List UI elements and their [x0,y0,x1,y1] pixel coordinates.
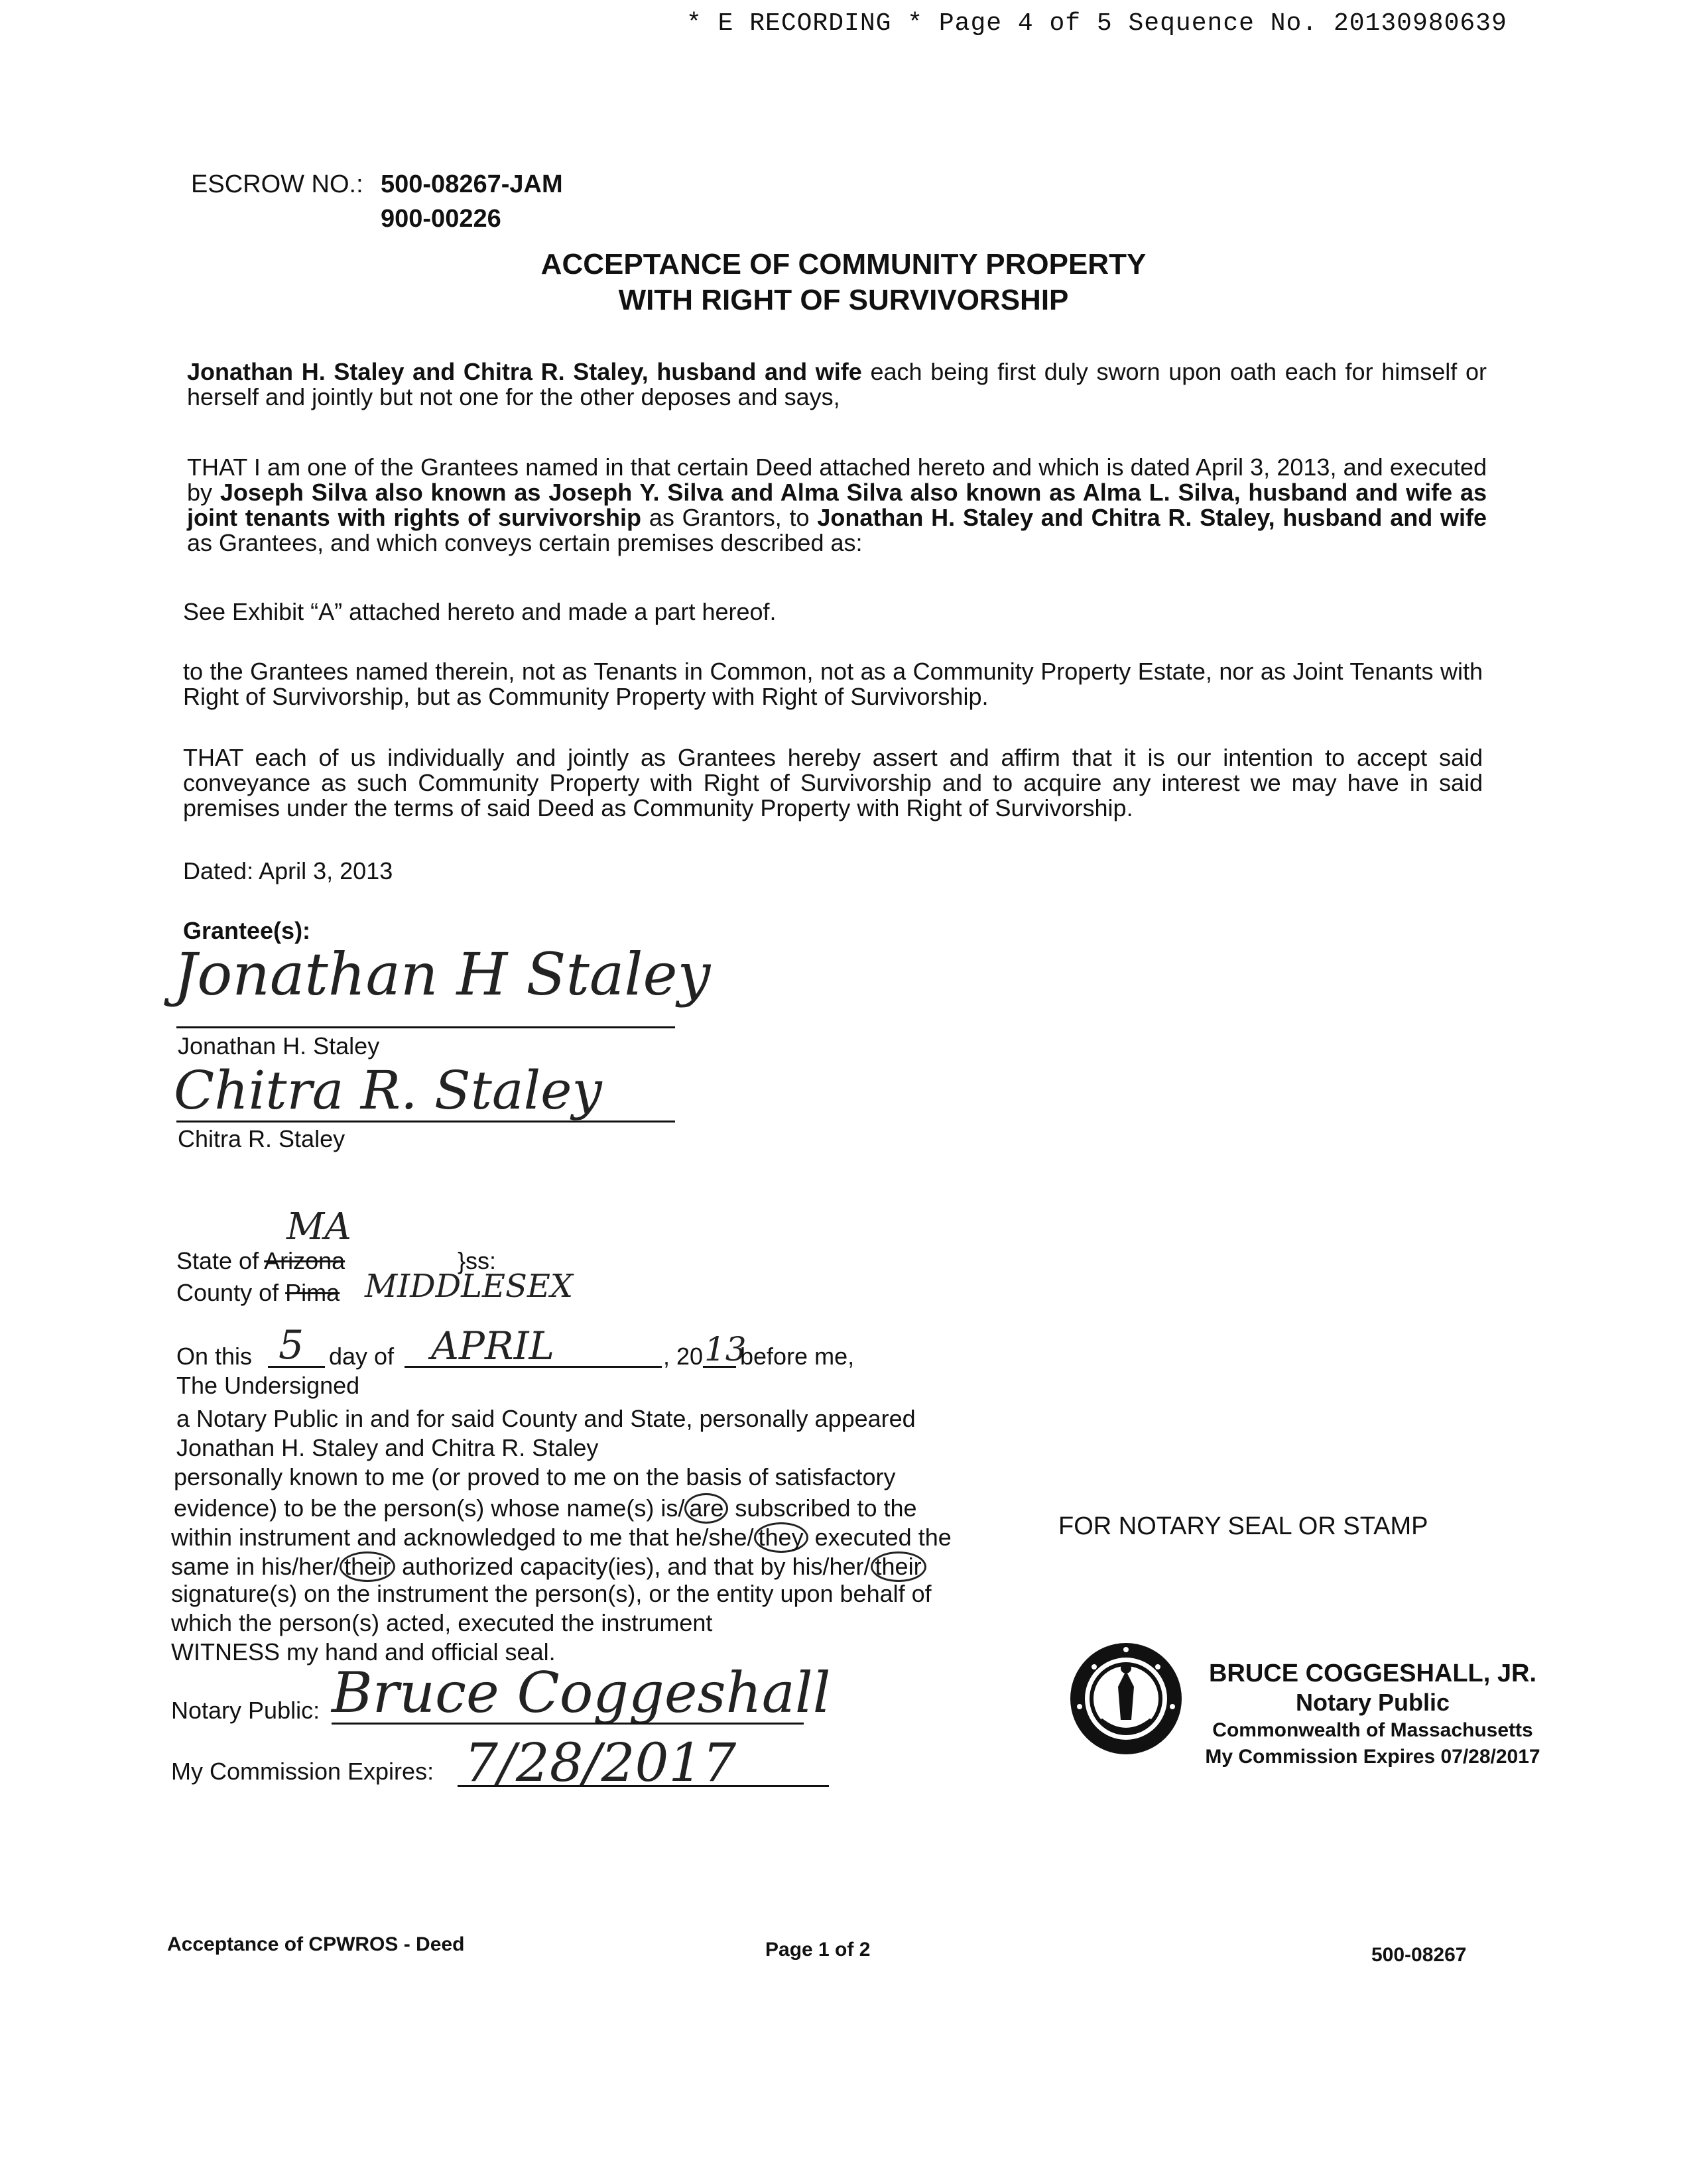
seal-expires: My Commission Expires 07/28/2017 [1205,1746,1540,1768]
notary-public-label: Notary Public: [171,1697,320,1724]
deponent-text: each being first duly sworn upon oath each for himself or herself and jointly but not one for the other deposes and says, [187,358,1487,410]
notary-line-7: signature(s) on the instrument the person(s), or the entity upon behalf of [171,1580,932,1607]
signer-name-1: Jonathan H. Staley [178,1032,380,1060]
commission-line [458,1785,829,1787]
escrow-number-2: 900-00226 [381,205,501,233]
signer-name-2: Chitra R. Staley [178,1125,345,1152]
deed-text-1: THAT I am one of the Grantees named in that certain Deed attached hereto and which is dated April 3, 2013, and executed by [187,454,1487,506]
document-title-line-2: WITH RIGHT OF SURVIVORSHIP [618,284,1069,316]
county-line [176,1280,340,1306]
paragraph-tenancy: to the Grantees named therein, not as Tenants in Common, not as a Community Property Estate, nor as Joint Tenants with Right of Survivorship, but as Community Property with Right of Survivorship. [183,658,1483,710]
before-me-label: before me, [740,1343,855,1370]
notary-line-6 [171,1551,926,1582]
signature-line-1 [176,1026,675,1028]
dated-line: Dated: April 3, 2013 [183,857,393,884]
footer-page: Page 1 of 2 [765,1939,871,1961]
on-this-label: On this [176,1343,253,1370]
deed-text-3: as Grantees, and which conveys certain premises described as: [187,529,863,556]
signature-chitra: Chitra R. Staley [174,1060,602,1121]
seal-notary-title: Notary Public [1295,1689,1450,1716]
grantees-names: Jonathan H. Staley and Chitra R. Staley, husband and wife [817,504,1487,531]
notary-line-5c: executed the [808,1524,952,1551]
notary-line-4a: evidence) to be the person(s) whose name(s) is/ [174,1494,685,1522]
notary-line-4c: subscribed to the [728,1494,917,1522]
circled-are: are [684,1493,728,1524]
circled-their-1: their [340,1551,395,1582]
year-line [703,1366,736,1368]
year-handwritten: 13 [704,1330,747,1368]
footer-left: Acceptance of CPWROS - Deed [167,1933,465,1955]
notary-line-1: a Notary Public in and for said County and State, personally appeared [176,1405,916,1432]
grantees-label: Grantee(s): [183,917,311,944]
notary-signature-line [332,1723,804,1725]
notary-seal-label: FOR NOTARY SEAL OR STAMP [1058,1512,1428,1540]
state-label: State of [176,1247,259,1274]
paragraph-exhibit: See Exhibit “A” attached hereto and made a part hereof. [183,598,777,625]
seal-notary-name: BRUCE COGGESHALL, JR. [1208,1660,1537,1687]
paragraph-intention: THAT each of us individually and jointly as Grantees hereby assert and affirm that it is our intention to accept said conveyance as such Community Property with Right of Survivorship and to acquire any interest we may have in said premises under the terms of said Deed as Community Property with Right of Survivorship. [183,744,1483,821]
commission-handwritten: 7/28/2017 [464,1732,737,1793]
county-handwritten: MIDDLESEX [365,1268,574,1305]
county-label: County of [176,1279,279,1306]
signature-line-2 [176,1121,675,1122]
deponent-names: Jonathan H. Staley and Chitra R. Staley, husband and wife [187,358,862,385]
ss-marker: }ss: [458,1247,497,1274]
footer-right: 500-08267 [1371,1944,1467,1966]
notary-line-5 [171,1522,952,1553]
day-handwritten: 5 [279,1322,304,1368]
grantors-names: Joseph Silva also known as Joseph Y. Silva and Alma Silva also known as Alma L. Silva, husband and wife as joint tenants with rights of survivorship [187,479,1487,531]
recording-header: * E RECORDING * Page 4 of 5 Sequence No. 20130980639 [686,9,1507,38]
commission-label: My Commission Expires: [171,1758,434,1785]
deed-text-2: as Grantors, to [641,504,818,531]
notary-line-8: which the person(s) acted, executed the instrument [171,1609,713,1636]
county-printed: Pima [285,1279,340,1306]
document-title-line-1: ACCEPTANCE OF COMMUNITY PROPERTY [540,248,1147,280]
state-handwritten: MA [286,1205,351,1248]
seal-jurisdiction: Commonwealth of Massachusetts [1212,1719,1533,1741]
state-line [176,1248,345,1274]
notary-line-2: Jonathan H. Staley and Chitra R. Staley [176,1434,599,1461]
circled-they: they [754,1522,808,1553]
day-of-label: day of [329,1343,395,1370]
paragraph-deponents [187,359,1487,410]
month-line [405,1366,662,1368]
circled-their-2: their [871,1551,926,1582]
day-line [268,1366,325,1368]
escrow-number-1: 500-08267-JAM [381,170,563,198]
notary-line-9: WITNESS my hand and official seal. [171,1638,556,1666]
paragraph-deed [187,455,1487,556]
notary-line-4 [174,1493,917,1524]
notary-line-6c: authorized capacity(ies), and that by his/her/ [395,1553,871,1580]
month-handwritten: APRIL [431,1323,555,1368]
year-prefix: , 20 [663,1343,704,1370]
state-printed: Arizona [264,1247,345,1274]
notary-line-3: personally known to me (or proved to me on the basis of satisfactory [174,1463,896,1490]
notary-line-5a: within instrument and acknowledged to me that he/she/ [171,1524,754,1551]
notary-line-6a: same in his/her/ [171,1553,340,1580]
notary-signature: Bruce Coggeshall [332,1660,831,1725]
signature-jonathan: Jonathan H Staley [174,940,711,1008]
escrow-label: ESCROW NO.: [191,170,363,198]
undersigned-line: The Undersigned [176,1372,360,1399]
